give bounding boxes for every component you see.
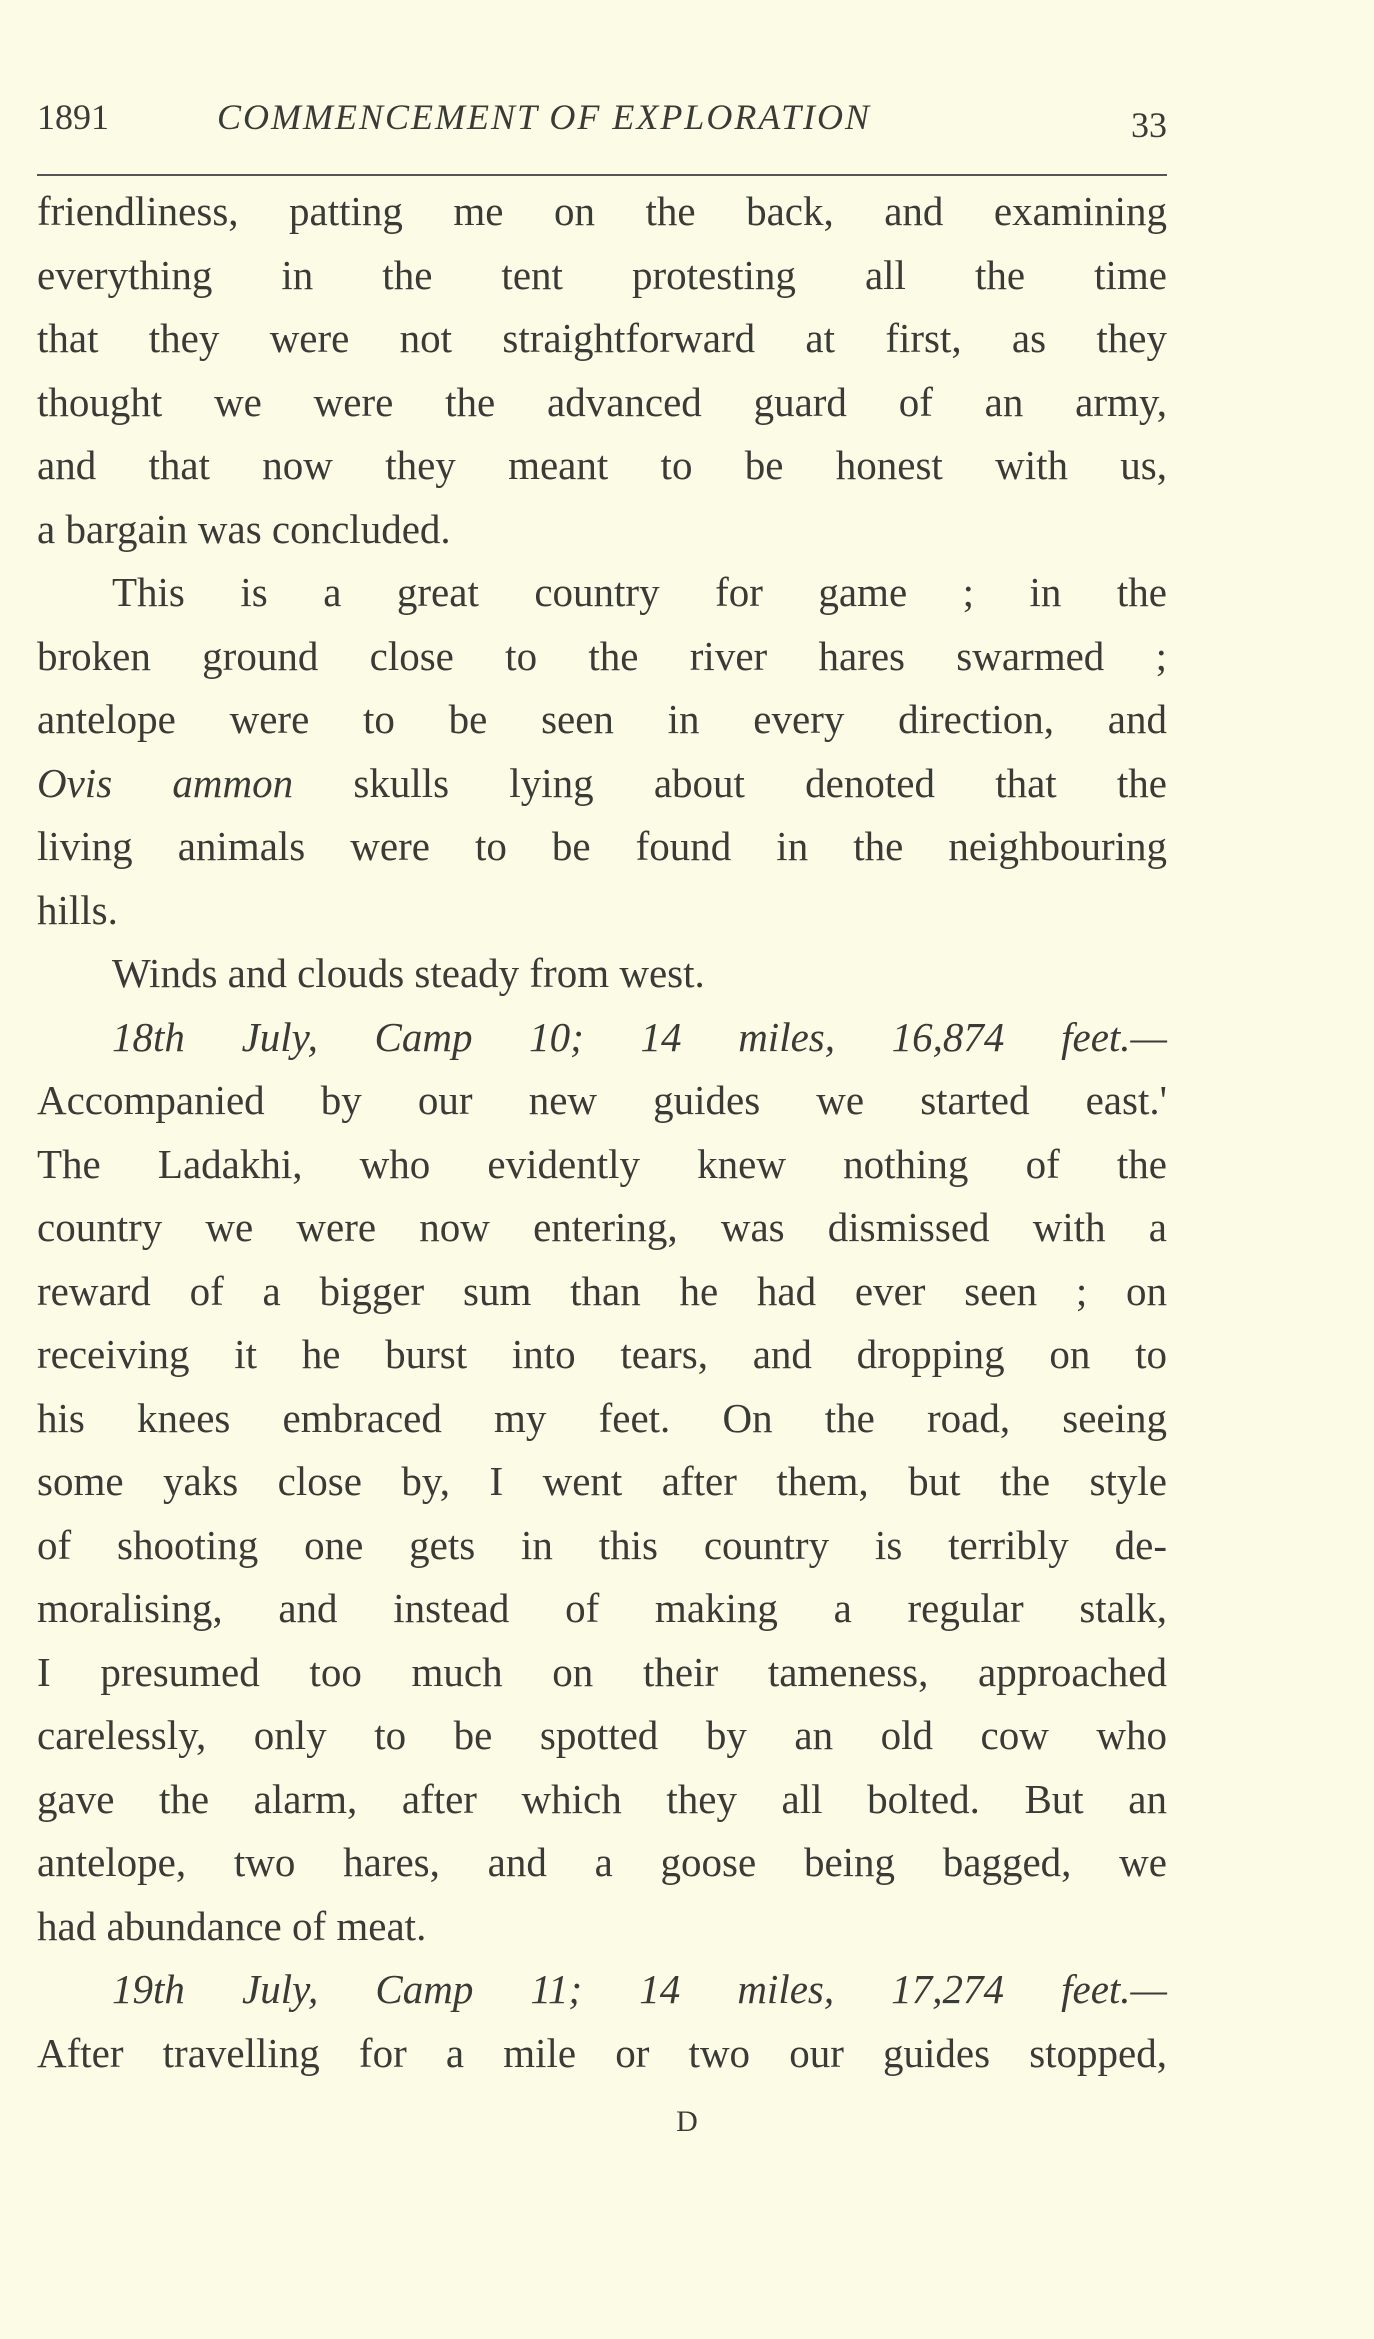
- text-segment: reward of a bigger sum than he had ever seen ; on: [37, 1267, 1167, 1314]
- text-segment: thought we were the advanced guard of an army,: [37, 378, 1167, 425]
- text-line: [37, 1069, 1167, 1133]
- text-line: [37, 1387, 1167, 1451]
- text-line: [37, 180, 1167, 244]
- text-line: [37, 1260, 1167, 1324]
- text-line: [37, 1577, 1167, 1641]
- text-segment: of shooting one gets in this country is terribly de-: [37, 1521, 1167, 1568]
- text-segment: everything in the tent protesting all the time: [37, 251, 1167, 298]
- text-line: [37, 1133, 1167, 1197]
- text-line: [37, 434, 1167, 498]
- italic-text: 19th July, Camp 11; 14 miles, 17,274 feet.—: [112, 1966, 1167, 2012]
- text-segment: carelessly, only to be spotted by an old cow who: [37, 1712, 1167, 1758]
- text-segment: After travelling for a mile or two our guides stopped,: [37, 2029, 1167, 2076]
- text-line: [37, 2022, 1167, 2086]
- text-segment: that they were not straightforward at first, as they: [37, 315, 1167, 361]
- text-line: [37, 942, 1167, 1006]
- header-year: 1891: [37, 97, 109, 137]
- text-line: [37, 1704, 1167, 1768]
- text-line: [37, 1196, 1167, 1260]
- text-line: [37, 498, 1167, 562]
- text-line: [37, 244, 1167, 308]
- text-segment: This is a great country for game ; in the: [112, 569, 1167, 615]
- text-segment: skulls lying about denoted that the: [293, 759, 1168, 806]
- text-segment: his knees embraced my feet. On the road, seeing: [37, 1394, 1167, 1441]
- text-segment: antelope, two hares, and a goose being bagged, we: [37, 1839, 1167, 1885]
- text-segment: a bargain was concluded.: [37, 505, 451, 552]
- text-line: [37, 1323, 1167, 1387]
- text-segment: living animals were to be found in the neighbouring: [37, 823, 1167, 869]
- text-line: [37, 561, 1167, 625]
- italic-text: 18th July, Camp 10; 14 miles, 16,874 feet.—: [112, 1013, 1167, 1060]
- text-segment: gave the alarm, after which they all bolted. But an: [37, 1775, 1167, 1822]
- text-segment: hills.: [37, 886, 118, 933]
- text-segment: I presumed too much on their tameness, approached: [37, 1648, 1167, 1695]
- text-segment: some yaks close by, I went after them, but the style: [37, 1458, 1167, 1504]
- italic-text: Ovis ammon: [37, 759, 294, 806]
- text-line: [37, 307, 1167, 371]
- body-text: [37, 180, 1167, 2085]
- header-title: COMMENCEMENT OF EXPLORATION: [217, 97, 871, 137]
- text-line: [37, 879, 1167, 943]
- text-line: [37, 752, 1167, 816]
- text-segment: country we were now entering, was dismissed with a: [37, 1204, 1167, 1250]
- text-line: [37, 1641, 1167, 1705]
- page-number: 33: [1131, 105, 1167, 145]
- text-segment: Accompanied by our new guides we started east.': [37, 1077, 1167, 1123]
- text-segment: receiving it he burst into tears, and dropping on to: [37, 1331, 1167, 1377]
- header-rule: [37, 174, 1167, 176]
- text-segment: and that now they meant to be honest with us,: [37, 442, 1167, 488]
- text-line: [37, 815, 1167, 879]
- text-segment: friendliness, patting me on the back, and examining: [37, 188, 1167, 234]
- text-line: [37, 1895, 1167, 1959]
- text-segment: broken ground close to the river hares swarmed ;: [37, 632, 1167, 679]
- text-line: [37, 1006, 1167, 1070]
- text-line: [37, 1831, 1167, 1895]
- text-segment: The Ladakhi, who evidently knew nothing of the: [37, 1140, 1167, 1187]
- text-line: [37, 688, 1167, 752]
- signature-mark: D: [676, 2105, 698, 2138]
- text-line: [37, 1450, 1167, 1514]
- text-line: [37, 1958, 1167, 2022]
- text-line: [37, 371, 1167, 435]
- text-segment: Winds and clouds steady from west.: [112, 950, 705, 996]
- text-line: [37, 1514, 1167, 1578]
- running-header: [37, 96, 1167, 146]
- text-line: [37, 625, 1167, 689]
- text-segment: had abundance of meat.: [37, 1902, 427, 1949]
- text-segment: moralising, and instead of making a regular stalk,: [37, 1585, 1167, 1631]
- text-segment: antelope were to be seen in every direction, and: [37, 696, 1167, 742]
- text-line: [37, 1768, 1167, 1832]
